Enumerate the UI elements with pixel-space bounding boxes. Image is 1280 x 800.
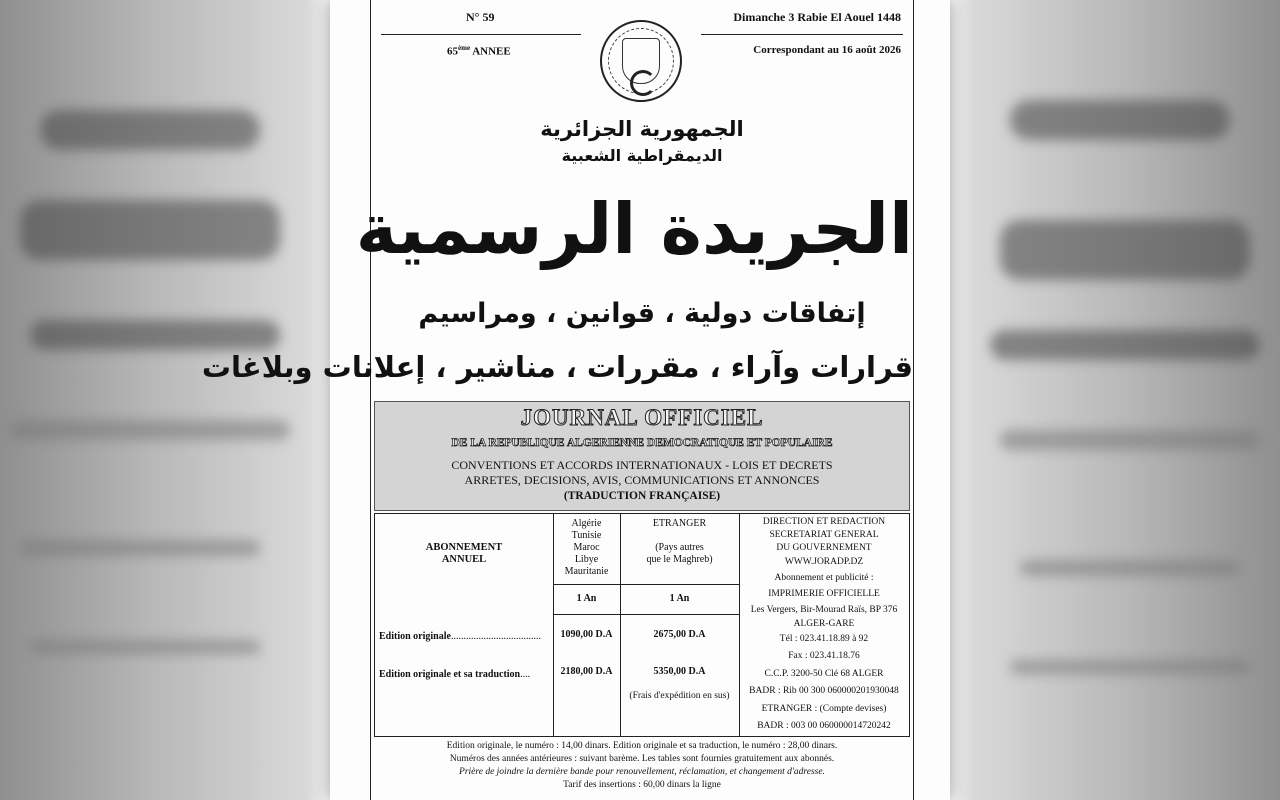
direction-line: Les Vergers, Bir-Mourad Raïs, BP 376 bbox=[750, 605, 898, 615]
country-maroc: Maroc bbox=[573, 542, 600, 553]
direction-line: Abonnement et publicité : bbox=[774, 573, 874, 583]
subscription-label-2: ANNUEL bbox=[441, 554, 487, 565]
direction-line: Tél : 023.41.18.89 à 92 bbox=[779, 634, 869, 644]
country-libye: Libye bbox=[574, 554, 599, 565]
arabic-masthead: الجريدة الرسمية bbox=[355, 188, 913, 270]
journal-line-conventions: CONVENTIONS ET ACCORDS INTERNATIONAUX - LOIS ET DECRETS bbox=[451, 458, 833, 472]
journal-republic: DE LA REPUBLIQUE ALGERIENNE DEMOCRATIQUE ET POPULAIRE bbox=[451, 437, 833, 449]
zone2-title: ETRANGER bbox=[652, 518, 707, 529]
footer-line-2: Numéros des années antérieures : suivant barème. Les tables sont fournies gratuitement aux abonnés. bbox=[449, 754, 835, 764]
header-rule-left bbox=[381, 34, 581, 35]
row-edition-traduction-zone1: 2180,00 D.A bbox=[560, 666, 613, 677]
row-edition-traduction-label: Edition originale et sa traduction.... bbox=[379, 669, 531, 680]
arabic-subtitle-2: قرارات وآراء ، مقررات ، مناشير ، إعلانات وبلاغات bbox=[201, 350, 913, 384]
journal-front-page bbox=[201, 0, 914, 800]
header-rule-right bbox=[701, 34, 903, 35]
footer-line-1: Edition originale, le numéro : 14,00 dinars. Edition originale et sa traduction, le numéro : 28,00 dinars. bbox=[446, 741, 838, 751]
direction-line: IMPRIMERIE OFFICIELLE bbox=[768, 589, 880, 599]
direction-line: DU GOUVERNEMENT bbox=[776, 543, 872, 553]
direction-line: ALGER-GARE bbox=[793, 619, 855, 629]
arabic-subtitle-1: إتفاقات دولية ، قوانين ، ومراسيم bbox=[418, 298, 866, 329]
national-emblem-seal bbox=[600, 20, 682, 102]
divider bbox=[553, 614, 739, 615]
direction-line: C.C.P. 3200-50 Clé 68 ALGER bbox=[764, 669, 884, 679]
divider bbox=[553, 584, 739, 585]
direction-line: Fax : 023.41.18.76 bbox=[788, 651, 860, 661]
direction-line: DIRECTION ET REDACTION bbox=[762, 517, 886, 527]
country-mauritanie: Mauritanie bbox=[564, 566, 609, 577]
arabic-republic-line2: الديمقراطية الشعبية bbox=[561, 146, 723, 165]
country-tunisie: Tunisie bbox=[571, 530, 602, 541]
direction-line: SECRETARIAT GENERAL bbox=[769, 530, 879, 540]
gregorian-date: Correspondant au 16 août 2026 bbox=[753, 44, 901, 56]
row-edition-originale-label: Edition originale.................................... bbox=[379, 631, 541, 642]
journal-title-band bbox=[374, 401, 910, 511]
subscription-label-1: ABONNEMENT bbox=[425, 542, 503, 553]
journal-translation-label: (TRADUCTION FRANÇAISE) bbox=[563, 490, 721, 502]
row-edition-originale-zone2: 2675,00 D.A bbox=[653, 629, 706, 640]
zone1-period: 1 An bbox=[576, 593, 597, 604]
country-algerie: Algérie bbox=[571, 518, 602, 529]
footer-line-4: Tarif des insertions : 60,00 dinars la ligne bbox=[563, 780, 721, 790]
footer-line-3: Prière de joindre la dernière bande pour renouvellement, réclamation, et changement d'adresse. bbox=[459, 767, 825, 777]
direction-line: WWW.JORADP.DZ bbox=[784, 557, 864, 567]
direction-line: BADR : 003 00 060000014720242 bbox=[757, 721, 891, 731]
journal-title: JOURNAL OFFICIEL bbox=[520, 405, 764, 430]
row-edition-originale-zone1: 1090,00 D.A bbox=[560, 629, 613, 640]
blurred-right-margin bbox=[980, 0, 1280, 800]
row-edition-traduction-zone2: 5350,00 D.A bbox=[653, 666, 706, 677]
zone2-period: 1 An bbox=[669, 593, 690, 604]
arabic-republic-line1: الجمهورية الجزائرية bbox=[540, 117, 744, 141]
zone2-note-2: que le Maghreb) bbox=[646, 554, 713, 565]
subscription-table bbox=[374, 513, 910, 737]
blurred-left-margin bbox=[0, 0, 300, 800]
document-page bbox=[201, 0, 950, 800]
issue-number: N° 59 bbox=[466, 10, 495, 24]
hijri-date: Dimanche 3 Rabie El Aouel 1448 bbox=[733, 10, 901, 24]
journal-line-arretes: ARRETES, DECISIONS, AVIS, COMMUNICATIONS ET ANNONCES bbox=[464, 473, 820, 487]
zone2-note-1: (Pays autres bbox=[655, 542, 704, 553]
year-label: 65ème ANNEE bbox=[447, 44, 511, 58]
direction-line: ETRANGER : (Compte devises) bbox=[761, 704, 887, 714]
direction-line: BADR : Rib 00 300 060000201930048 bbox=[749, 686, 899, 696]
shipping-note: (Frais d'expédition en sus) bbox=[629, 691, 730, 701]
